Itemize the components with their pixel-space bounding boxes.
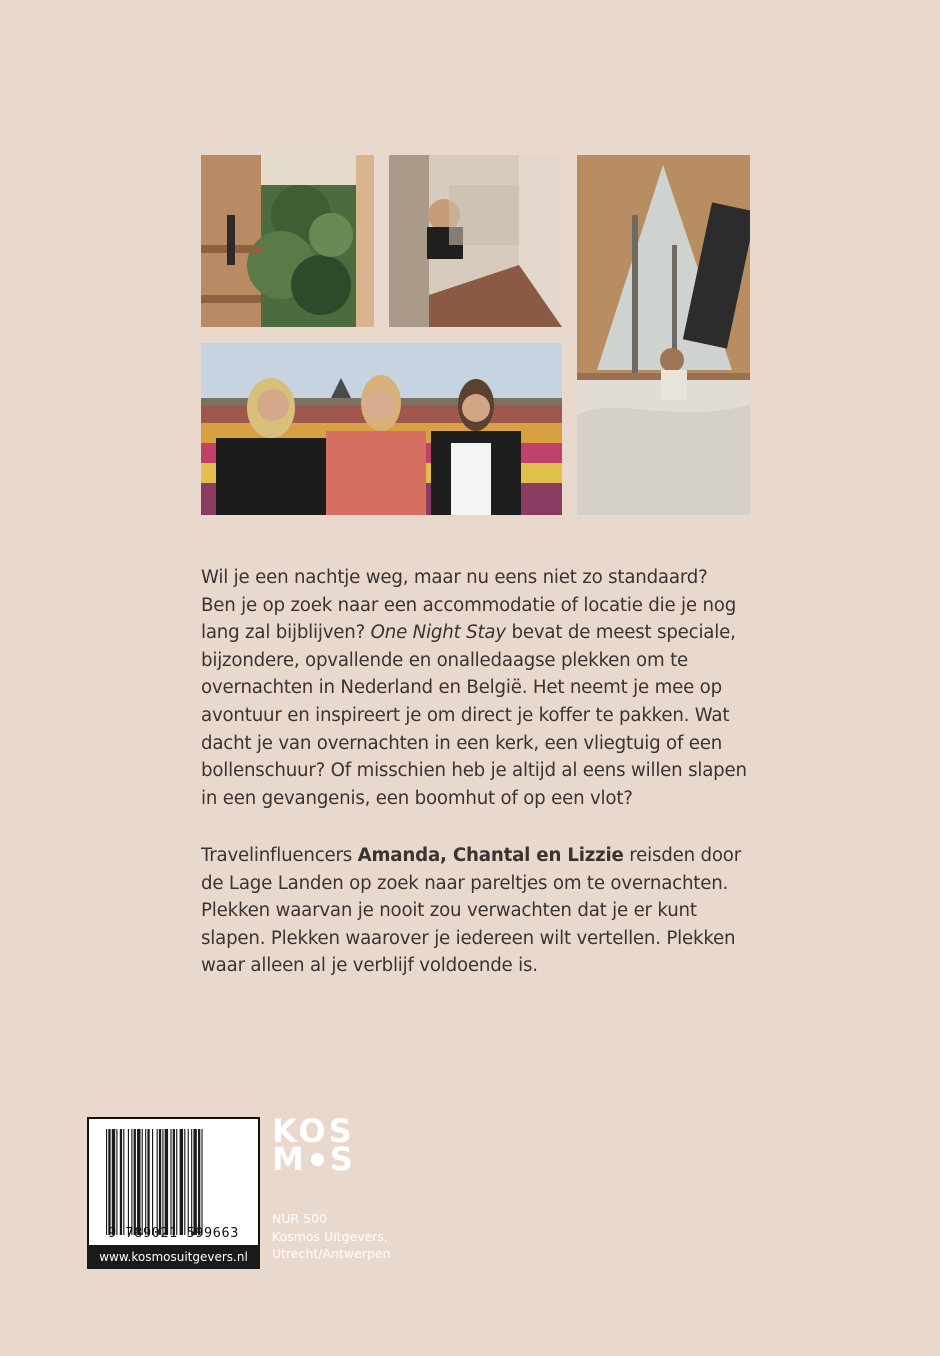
- imprint: [272, 1210, 391, 1263]
- isbn-barcode: [87, 1117, 260, 1269]
- text-line: Wil je een nachtje weg, maar nu eens niet zo standaard?: [201, 567, 708, 588]
- publisher-city: Utrecht/Antwerpen: [272, 1246, 391, 1261]
- text-line: overnachten in Nederland en België. Het neemt je mee op: [201, 677, 722, 699]
- authors-paragraph: [201, 842, 761, 980]
- text-line: de Lage Landen op zoek naar pareltjes om te overnachten.: [201, 872, 729, 894]
- text-line: bollenschuur? Of misschien heb je altijd al eens willen slapen: [201, 760, 747, 782]
- logo-dot-icon: [311, 1153, 324, 1166]
- text-line: bijzondere, opvallende en onalledaagse plekken om te: [201, 649, 689, 671]
- text-line: in een gevangenis, een boomhut of op een vlot?: [201, 787, 633, 809]
- a-frame-cabin-bed-photo: [577, 155, 750, 515]
- tower-stairwell-photo: [389, 155, 562, 327]
- nur-code: NUR 500: [272, 1211, 328, 1226]
- author-names: Amanda, Chantal en Lizzie: [357, 845, 624, 866]
- isbn-number: 9 789021 599663: [108, 1225, 239, 1241]
- tulip-field-three-women-photo: [201, 343, 562, 515]
- publisher-name: Kosmos Uitgevers,: [272, 1228, 388, 1244]
- text-line: slapen. Plekken waarover je iedereen wilt vertellen. Plekken: [201, 927, 736, 949]
- text-line: avontuur en inspireert je om direct je koffer te pakken. Wat: [201, 704, 730, 726]
- text-line: Travelinfluencers Amanda, Chantal en Lizzie reisden door: [201, 845, 741, 866]
- kosmos-logo: [272, 1112, 362, 1178]
- text-line: dacht je van overnachten in een kerk, een vliegtuig of een: [201, 732, 723, 754]
- book-title: One Night Stay: [370, 622, 506, 644]
- logo-row-1: KOS: [272, 1112, 355, 1150]
- barcode-bars: [106, 1129, 245, 1235]
- text-line: Ben je op zoek naar een accommodatie of locatie die je nog: [201, 594, 737, 616]
- description-paragraph: [201, 564, 761, 812]
- publisher-url[interactable]: www.kosmosuitgevers.nl: [87, 1245, 260, 1269]
- logo-row-2: M S: [272, 1140, 356, 1178]
- text-line: lang zal bijblijven? One Night Stay bevat de meest speciale,: [201, 622, 736, 644]
- text-line: waar alleen al je verblijf voldoende is.: [201, 955, 538, 977]
- text-line: Plekken waarvan je nooit zou verwachten dat je er kunt: [201, 900, 697, 922]
- atrium-garden-photo: [201, 155, 374, 327]
